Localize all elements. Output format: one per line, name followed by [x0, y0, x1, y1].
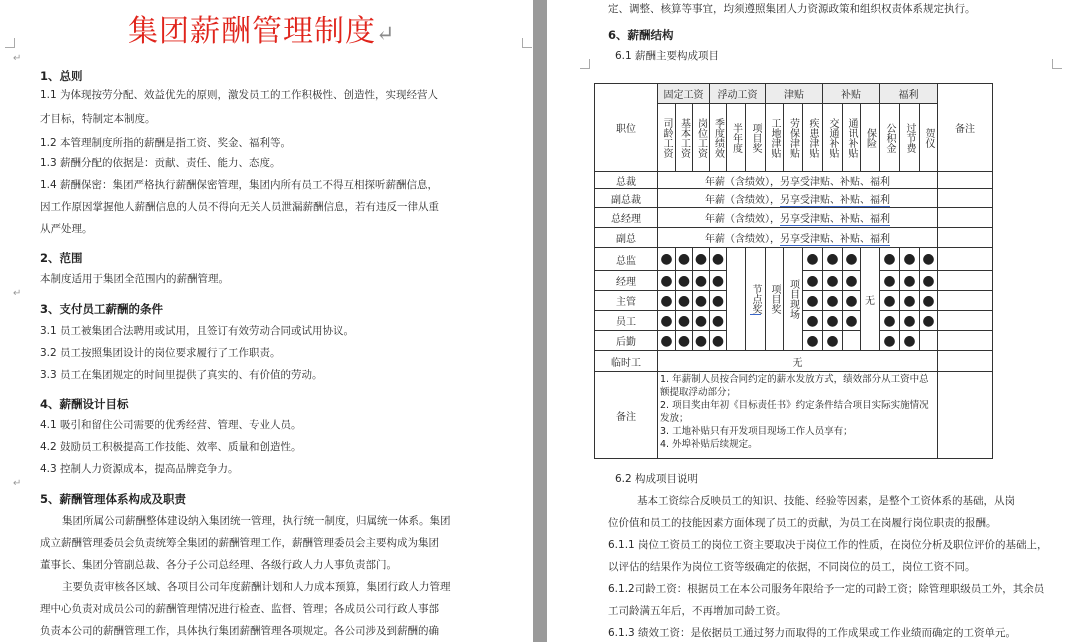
sub-column-label: 岗位工资 — [695, 117, 707, 158]
dot-mark: ● — [826, 312, 839, 329]
row-label-text: 总经理 — [611, 214, 641, 225]
dot-mark: ● — [845, 251, 858, 267]
dot-mark: ● — [806, 332, 819, 349]
dot-cell — [822, 330, 843, 351]
group-header-label: 津贴 — [784, 90, 804, 101]
remark-label: 备注 — [616, 411, 636, 423]
row-label — [594, 270, 658, 291]
exec-pay-text-b: 另享受津贴、补贴、福利 — [780, 176, 890, 188]
exec-pay-text — [705, 230, 890, 245]
row-label-text: 总监 — [616, 255, 636, 267]
exec-pay-text-a: 年薪（含绩效）， — [705, 214, 780, 225]
paragraph-line: 本制度适用于集团全范围内的薪酬管理。 — [40, 273, 229, 285]
group-header — [822, 83, 880, 104]
dot-cell — [899, 290, 920, 311]
dot-cell — [692, 330, 710, 351]
sub-column-header — [822, 103, 843, 172]
sub-column-label: 贺仪 — [923, 127, 934, 148]
remark-cell — [937, 330, 993, 351]
dot-mark: ● — [694, 312, 708, 329]
column-header-remark: 备注 — [955, 124, 975, 135]
sub-column-header — [879, 103, 900, 172]
exec-pay-text-a: 年薪（含绩效）， — [705, 176, 780, 188]
dot-cell — [842, 247, 861, 271]
dot-mark: ● — [845, 272, 858, 289]
sub-column-header — [692, 103, 710, 172]
dot-cell — [919, 247, 938, 271]
row-label — [594, 171, 658, 189]
sub-column-header — [802, 103, 823, 172]
dot-cell — [802, 310, 823, 331]
dot-mark: ● — [694, 272, 708, 289]
sub-column-label: 保险 — [864, 127, 876, 148]
exec-pay-text — [705, 191, 890, 206]
row-label — [594, 188, 658, 208]
row-label-text: 临时工 — [611, 357, 641, 369]
sub-column-header — [657, 103, 676, 172]
row-label — [594, 207, 658, 228]
paragraph-line: 集团所属公司薪酬整体建设纳入集团统一管理，执行统一制度，归属统一体系。集团 — [62, 515, 451, 527]
group-header — [657, 83, 710, 104]
sub-column-label: 司龄工资 — [661, 117, 672, 158]
row-label-text: 副总裁 — [611, 194, 641, 206]
row-label-text: 总裁 — [616, 176, 636, 188]
paragraph-line: 1.2 本管理制度所指的薪酬是指工资、奖金、福利等。 — [40, 137, 292, 149]
paragraph-line: 工司龄满五年后，不再增加司龄工资。 — [608, 605, 787, 617]
row-label-text: 经理 — [616, 277, 636, 288]
paragraph-line: 1.1 为体现按劳分配、效益优先的原则，激发员工的工作积极性、创造性，实现经营人 — [40, 89, 439, 101]
document-title: 集团薪酬管理制度↵ — [128, 14, 396, 49]
dot-mark: ● — [677, 272, 691, 289]
paragraph-line: 3.2 员工按照集团设计的岗位要求履行了工作职责。 — [40, 347, 281, 359]
dot-cell — [709, 290, 727, 311]
crop-mark — [522, 38, 532, 48]
dot-cell — [709, 310, 727, 331]
dot-cell — [675, 270, 693, 291]
sub-column-header — [745, 103, 766, 172]
paragraph-line: 定、调整、核算等事宜，均须遵照集团人力资源政策和组织权责体系规定执行。 — [608, 3, 976, 15]
paragraph-line: 负责本公司的薪酬管理工作，具体执行集团薪酬管理各项规定。各公司涉及到薪酬的确 — [40, 625, 439, 637]
dot-cell — [822, 290, 843, 311]
merged-project-text: 项目奖 — [769, 284, 780, 314]
dot-mark: ● — [883, 251, 896, 267]
dot-cell — [657, 247, 676, 271]
dot-cell — [657, 270, 676, 291]
section-heading: 4、薪酬设计目标 — [40, 397, 129, 411]
paragraph-line: 位价值和员工的技能因素方面体现了员工的贡献，为员工在岗履行岗位职责的报酬。 — [608, 517, 997, 529]
dot-mark: ● — [883, 272, 896, 289]
dot-cell — [842, 270, 861, 291]
paragraph-line: 4.3 控制人力资源成本，提高品牌竞争力。 — [40, 463, 239, 475]
dot-mark: ● — [660, 312, 673, 329]
remark-cell — [937, 171, 993, 189]
dot-mark: ● — [660, 251, 673, 267]
group-header — [879, 83, 938, 104]
dot-mark: ● — [677, 332, 691, 349]
remark-item: 2. 项目奖由年初《目标责任书》约定条件结合项目实际实施情况发放； — [660, 400, 929, 424]
remark-cell — [937, 371, 993, 459]
dot-mark: ● — [903, 312, 916, 329]
remark-item: 3. 工地补贴只有开发项目现场工作人员享有； — [660, 426, 853, 437]
paragraph-line: 从严处理。 — [40, 223, 93, 235]
remark-cell — [937, 227, 993, 248]
paragraph-line: 3.3 员工在集团规定的时间里提供了真实的、有价值的劳动。 — [40, 369, 323, 381]
remarks-cell — [657, 371, 938, 459]
remark-cell — [937, 290, 993, 311]
dot-mark: ● — [883, 292, 896, 309]
dot-mark: ● — [711, 332, 725, 349]
sub-column-label: 工地津贴 — [769, 117, 780, 158]
row-label-text: 主管 — [616, 297, 636, 308]
remark-list — [660, 373, 935, 451]
row-label — [594, 350, 658, 372]
paragraph-line: 成立薪酬管理委员会负责统筹全集团的薪酬管理工作，薪酬管理委员会主要构成为集团 — [40, 537, 439, 549]
exec-pay-cell — [657, 227, 938, 248]
dot-cell — [709, 247, 727, 271]
dot-mark: ● — [883, 312, 896, 329]
sub-column-label: 疾患津贴 — [807, 117, 818, 158]
empty-cell — [842, 330, 861, 351]
dot-cell — [692, 290, 710, 311]
exec-pay-text-b: 另享受津贴、补贴、福利 — [780, 234, 890, 245]
dot-cell — [822, 310, 843, 331]
dot-cell — [879, 310, 900, 331]
sub-column-label: 半年度 — [730, 122, 742, 153]
sub-column-header — [842, 103, 861, 172]
dot-mark: ● — [922, 251, 935, 267]
salary-structure-table — [594, 83, 1054, 458]
dot-mark: ● — [694, 251, 708, 267]
paragraph-line: 6.1.2司龄工资：根据员工在本公司服务年限给予一定的司龄工资；除管理职级员工外，其余员 — [608, 583, 1045, 595]
dot-cell — [802, 270, 823, 291]
paragraph-line: 6.1.3 绩效工资：是依据员工通过努力而取得的工作成果或工作业绩而确定的工资单元。 — [608, 627, 1017, 639]
dot-mark: ● — [711, 272, 725, 289]
dot-mark: ● — [806, 292, 819, 309]
subsection-heading: 6.1 薪酬主要构成项目 — [615, 50, 720, 62]
dot-mark: ● — [826, 292, 839, 309]
remark-item: 1. 年薪制人员按合同约定的薪水发放方式，绩效部分从工资中总额提取浮动部分； — [660, 374, 929, 398]
sub-column-label: 季度绩效 — [712, 117, 724, 158]
header-post — [594, 83, 658, 172]
dot-cell — [675, 310, 693, 331]
paragraph-line: 1.3 薪酬分配的依据是：贡献、责任、能力、态度。 — [40, 157, 281, 169]
dot-cell — [919, 290, 938, 311]
exec-pay-text-b: 另享受津贴、补贴、福利 — [780, 214, 890, 225]
paragraph-mark-icon: ↵ — [13, 288, 22, 299]
sub-column-header — [765, 103, 784, 172]
dot-cell — [822, 270, 843, 291]
paragraph-mark-icon: ↵ — [13, 478, 22, 489]
section-heading: 6、薪酬结构 — [608, 28, 674, 42]
none-text: 无 — [865, 295, 875, 307]
temp-cell — [657, 350, 938, 372]
paragraph-line: 3.1 员工被集团合法聘用或试用，且签订有效劳动合同或试用协议。 — [40, 325, 355, 337]
crop-mark — [1052, 59, 1062, 69]
paragraph-mark-icon: ↵ — [376, 22, 396, 47]
dot-cell — [822, 247, 843, 271]
row-label — [594, 310, 658, 331]
paragraph-line: 4.1 吸引和留住公司需要的优秀经营、管理、专业人员。 — [40, 419, 302, 431]
dot-cell — [657, 330, 676, 351]
dot-cell — [802, 330, 823, 351]
row-label — [594, 247, 658, 271]
dot-mark: ● — [922, 312, 935, 329]
dot-cell — [899, 310, 920, 331]
group-header — [765, 83, 823, 104]
dot-mark: ● — [677, 292, 691, 309]
dot-mark: ● — [845, 292, 858, 309]
exec-pay-text — [705, 173, 890, 188]
paragraph-line: 主要负责审核各区域、各项目公司年度薪酬计划和人力成本预算，集团行政人力管理 — [62, 581, 451, 593]
document-page-right — [547, 0, 1080, 642]
dot-mark: ● — [922, 272, 935, 289]
dot-mark: ● — [694, 332, 708, 349]
dot-cell — [657, 290, 676, 311]
sub-column-header — [860, 103, 880, 172]
empty-cell — [919, 330, 938, 351]
merged-bonus-cell — [745, 247, 766, 351]
group-header-label: 浮动工资 — [717, 90, 758, 101]
group-header-label: 补贴 — [841, 90, 861, 101]
sub-column-label: 公积金 — [884, 122, 895, 153]
remark-cell — [937, 247, 993, 271]
dot-mark: ● — [826, 251, 839, 267]
paragraph-line: 基本工资综合反映员工的知识、技能、经验等因素，是整个工资体系的基础，从岗 — [637, 495, 1015, 507]
column-header-post: 职位 — [616, 124, 636, 135]
paragraph-line: 1.4 薪酬保密：集团严格执行薪酬保密管理，集团内所有员工不得互相探听薪酬信息， — [40, 179, 439, 191]
dot-mark: ● — [660, 292, 673, 309]
dot-mark: ● — [677, 251, 691, 267]
sub-column-label: 过节费 — [904, 122, 915, 153]
remark-cell — [937, 350, 993, 372]
insurance-cell — [860, 247, 880, 351]
section-heading: 3、支付员工薪酬的条件 — [40, 302, 164, 316]
merged-project-cell — [765, 247, 784, 351]
dot-mark: ● — [711, 251, 725, 267]
dot-mark: ● — [711, 292, 725, 309]
exec-pay-text-a: 年薪（含绩效）， — [705, 194, 780, 206]
dot-cell — [842, 310, 861, 331]
dot-cell — [709, 270, 727, 291]
crop-mark — [5, 38, 15, 48]
section-heading: 5、薪酬管理体系构成及职责 — [40, 492, 187, 506]
group-header-label: 固定工资 — [663, 90, 704, 101]
dot-mark: ● — [806, 312, 819, 329]
dot-cell — [919, 310, 938, 331]
temp-text: 无 — [792, 357, 803, 369]
row-label-text: 副总 — [616, 234, 636, 245]
section-heading: 2、范围 — [40, 251, 83, 265]
dot-cell — [879, 290, 900, 311]
sub-column-label: 交通补贴 — [827, 117, 838, 158]
header-remark — [937, 83, 993, 172]
paragraph-line: 才目标，特制定本制度。 — [40, 113, 156, 125]
dot-cell — [692, 247, 710, 271]
half-year-cell — [726, 247, 746, 351]
row-label — [594, 227, 658, 248]
paragraph-line: 董事长、集团分管副总裁、各分子公司总经理、各级行政人力人事负责部门。 — [40, 559, 397, 571]
sub-column-header — [709, 103, 727, 172]
sub-column-label: 基本工资 — [678, 117, 690, 158]
dot-mark: ● — [660, 332, 673, 349]
dot-mark: ● — [826, 332, 839, 349]
group-header — [709, 83, 766, 104]
sub-column-header — [675, 103, 693, 172]
exec-pay-text-b: 另享受津贴、补贴、福利 — [780, 194, 890, 206]
dot-cell — [899, 247, 920, 271]
dot-mark: ● — [845, 312, 858, 329]
dot-cell — [879, 247, 900, 271]
dot-cell — [709, 330, 727, 351]
dot-mark: ● — [903, 251, 916, 267]
dot-cell — [899, 270, 920, 291]
paragraph-line: 4.2 鼓励员工积极提高工作技能、效率、质量和创造性。 — [40, 441, 302, 453]
exec-pay-cell — [657, 207, 938, 228]
remark-cell — [937, 310, 993, 331]
section-heading: 1、总则 — [40, 69, 83, 83]
sub-column-header — [899, 103, 920, 172]
dot-cell — [692, 310, 710, 331]
dot-cell — [675, 247, 693, 271]
dot-mark: ● — [806, 251, 819, 267]
row-label — [594, 330, 658, 351]
exec-pay-text — [705, 210, 890, 225]
dot-cell — [802, 247, 823, 271]
dot-cell — [879, 330, 900, 351]
merged-bonus-text: 节点奖 — [750, 283, 761, 314]
exec-pay-cell — [657, 171, 938, 189]
row-label — [594, 290, 658, 311]
dot-mark: ● — [660, 272, 673, 289]
paragraph-line: 因工作原因掌握他人薪酬信息的人员不得向无关人员泄漏薪酬信息，若有违反一律从重 — [40, 201, 439, 213]
sub-column-label: 通讯补贴 — [846, 117, 857, 158]
row-label-text: 员工 — [616, 317, 636, 328]
paragraph-line: 6.1.1 岗位工资员工的岗位工资主要取决于岗位工作的性质，在岗位分析及职位评价的基础上， — [608, 539, 1048, 551]
dot-mark: ● — [903, 332, 916, 349]
dot-cell — [802, 290, 823, 311]
dot-mark: ● — [826, 272, 839, 289]
group-header-label: 福利 — [898, 90, 919, 101]
row-label-text: 后勤 — [616, 337, 636, 348]
paragraph-line: 理中心负责对成员公司的薪酬管理情况进行检查、监督、管理；各成员公司行政人事部 — [40, 603, 439, 615]
sub-column-header — [783, 103, 803, 172]
dot-mark: ● — [711, 312, 725, 329]
dot-cell — [842, 290, 861, 311]
remark-item: 4. 外埠补贴后续规定。 — [660, 439, 758, 450]
dot-mark: ● — [922, 292, 935, 309]
exec-pay-text-a: 年薪（含绩效）， — [705, 234, 780, 245]
dot-mark: ● — [677, 312, 691, 329]
merged-site-text: 项目现场 — [787, 279, 799, 319]
dot-mark: ● — [694, 292, 708, 309]
sub-column-header — [919, 103, 938, 172]
sub-column-label: 项目奖 — [750, 122, 761, 153]
dot-mark: ● — [806, 272, 819, 289]
document-page-left — [0, 0, 533, 642]
dot-cell — [657, 310, 676, 331]
dot-cell — [692, 270, 710, 291]
dot-cell — [675, 330, 693, 351]
sub-column-header — [726, 103, 746, 172]
dot-cell — [899, 330, 920, 351]
remark-label-cell — [594, 371, 658, 459]
dot-cell — [675, 290, 693, 311]
dot-mark: ● — [903, 272, 916, 289]
paragraph-mark-icon: ↵ — [13, 53, 22, 64]
dot-mark: ● — [883, 332, 896, 349]
remark-cell — [937, 270, 993, 291]
remark-cell — [937, 188, 993, 208]
dot-cell — [919, 270, 938, 291]
sub-column-label: 劳保津贴 — [787, 117, 799, 158]
paragraph-line: 以评估的结果作为岗位工资等级确定的依据，不同岗位的员工，岗位工资不同。 — [608, 561, 976, 573]
exec-pay-cell — [657, 188, 938, 208]
subsection-heading: 6.2 构成项目说明 — [615, 473, 699, 485]
remark-cell — [937, 207, 993, 228]
dot-mark: ● — [903, 292, 916, 309]
dot-cell — [879, 270, 900, 291]
crop-mark — [580, 59, 590, 69]
merged-site-cell — [783, 247, 803, 351]
